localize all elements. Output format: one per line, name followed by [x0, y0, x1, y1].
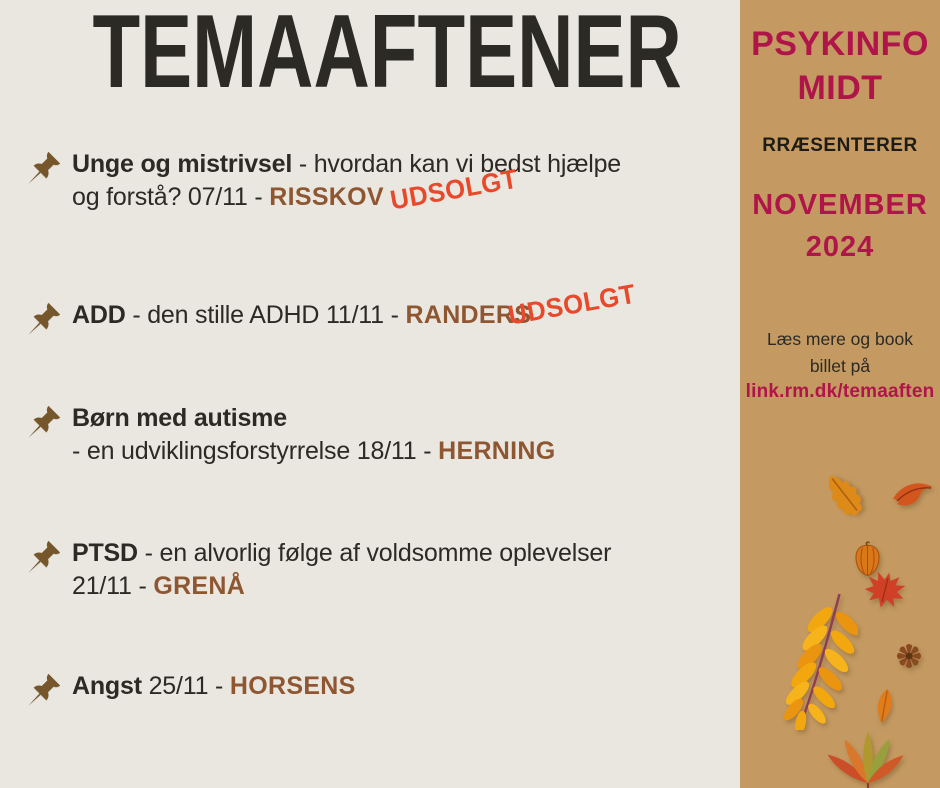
pushpin-icon — [26, 670, 72, 713]
event-date: - en udviklingsforstyrrelse 18/11 - — [72, 437, 439, 465]
event-title: Børn med autisme — [72, 404, 287, 432]
event-item-ptsd — [26, 537, 666, 603]
brand-line-2: MIDT — [797, 69, 883, 107]
event-item-angst — [26, 670, 666, 713]
event-location: HERNING — [438, 437, 556, 465]
event-title: Angst — [72, 672, 142, 700]
event-line-1 — [72, 299, 531, 332]
brand-line-1: PSYKINFO — [751, 25, 929, 63]
soldout-badge: UDSOLGT — [388, 163, 520, 216]
event-location: RISSKOV — [269, 183, 384, 211]
curled-leaf-icon — [891, 477, 935, 513]
booking-link[interactable]: link.rm.dk/temaaften — [745, 381, 935, 402]
event-description: - en alvorlig følge af voldsomme oplevelser — [137, 539, 612, 567]
event-line-1 — [72, 402, 556, 435]
cta-line-2: billet på — [809, 356, 871, 376]
sidebar-panel — [740, 0, 940, 788]
event-item-boern-med-autisme — [26, 402, 666, 468]
event-location: RANDERS — [405, 301, 532, 329]
cta-line-1: Læs mere og book — [767, 329, 913, 349]
month-label — [740, 184, 940, 268]
soldout-badge: UDSOLGT — [506, 278, 638, 331]
event-title: PTSD — [72, 539, 138, 567]
pushpin-icon — [26, 299, 72, 342]
event-location: GRENÅ — [153, 572, 246, 600]
pushpin-icon — [26, 537, 72, 580]
event-line-2 — [72, 570, 611, 603]
year-line: 2024 — [805, 231, 875, 263]
event-line-2 — [72, 435, 556, 468]
month-line: NOVEMBER — [752, 189, 928, 221]
oak-leaf-icon — [812, 459, 881, 528]
event-line-1 — [72, 148, 621, 181]
event-line-2 — [72, 181, 621, 214]
rowan-leaf-icon — [776, 592, 858, 730]
event-description: - hvordan kan vi bedst hjælpe — [292, 150, 621, 178]
event-date: og forstå? 07/11 - — [72, 183, 270, 211]
maple-leaf-icon — [858, 565, 912, 615]
event-line-1 — [72, 670, 356, 703]
event-description: - den stille ADHD 11/11 - — [125, 301, 406, 329]
creeper-leaf-icon — [825, 716, 911, 788]
event-date: 21/11 - — [72, 572, 154, 600]
event-date: 25/11 - — [141, 672, 230, 700]
presents-label: RRÆSENTERER — [762, 135, 918, 156]
star-anise-icon — [894, 641, 924, 671]
page-title: TEMAAFTENER — [92, 0, 682, 110]
brand-name — [740, 22, 940, 110]
cta-text — [740, 326, 940, 380]
event-location: HORSENS — [229, 672, 356, 700]
pushpin-icon — [26, 402, 72, 445]
pushpin-icon — [26, 148, 72, 191]
event-line-1 — [72, 537, 611, 570]
event-title: Unge og mistrivsel — [72, 150, 293, 178]
event-title: ADD — [72, 301, 126, 329]
event-item-unge-og-mistrivsel — [26, 148, 666, 214]
